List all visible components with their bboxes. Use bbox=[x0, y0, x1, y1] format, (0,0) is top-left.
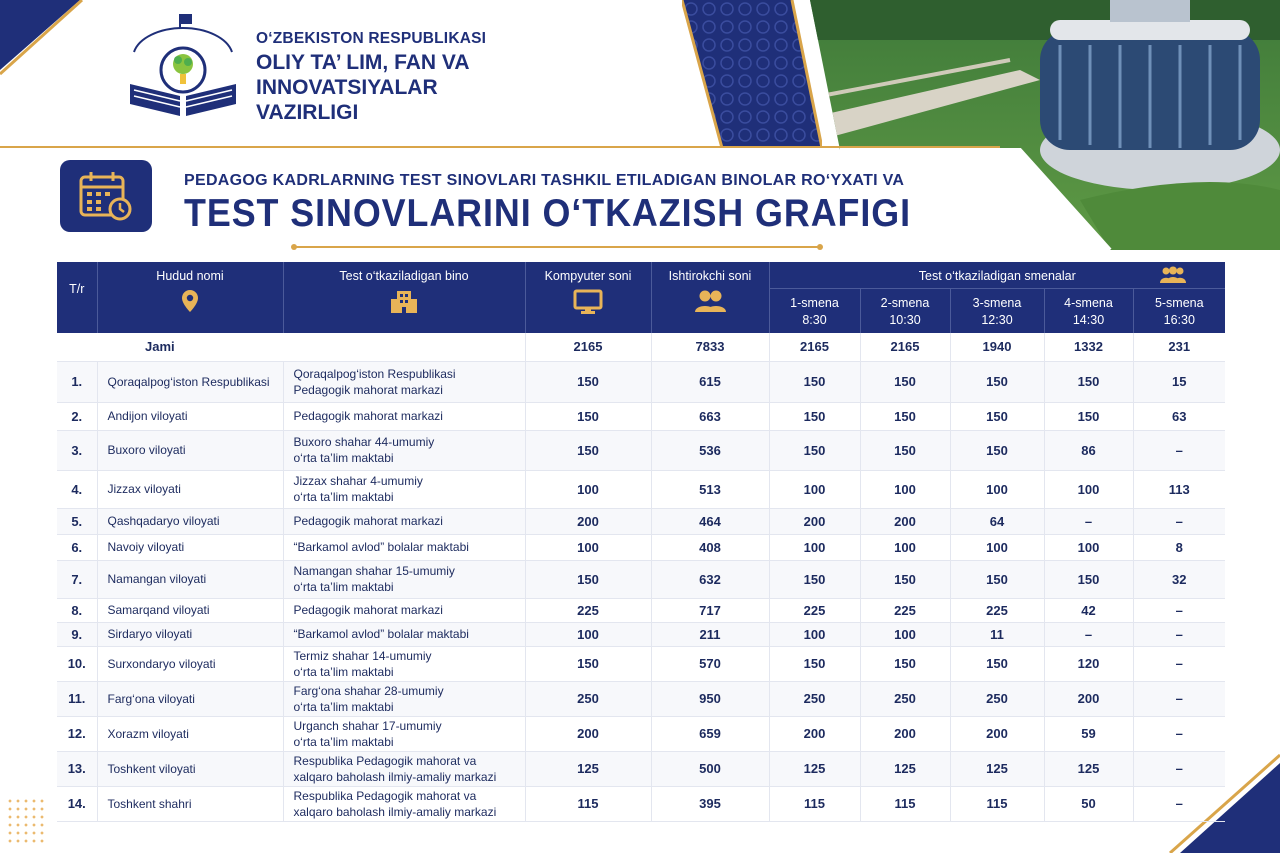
computers-count: 100 bbox=[525, 622, 651, 646]
shift-2-count: 150 bbox=[860, 402, 950, 430]
region-name: Sirdaryo viloyati bbox=[97, 622, 283, 646]
shift-2-count: 115 bbox=[860, 786, 950, 821]
building-name bbox=[283, 402, 525, 430]
participants-count: 408 bbox=[651, 534, 769, 560]
shift-2-count: 100 bbox=[860, 470, 950, 508]
shift-1-count: 100 bbox=[769, 534, 860, 560]
shift-5-count: 8 bbox=[1133, 534, 1225, 560]
shift-3-count: 250 bbox=[950, 681, 1044, 716]
row-index: 14. bbox=[57, 786, 97, 821]
shift-4-count: 150 bbox=[1044, 361, 1133, 402]
participants-count: 663 bbox=[651, 402, 769, 430]
table-row bbox=[57, 470, 1225, 508]
participants-count: 570 bbox=[651, 646, 769, 681]
header-building-label: Test o‘tkaziladigan bino bbox=[339, 269, 469, 283]
total-row bbox=[57, 333, 1225, 361]
header-region-label: Hudud nomi bbox=[156, 269, 224, 283]
group-icon bbox=[1159, 266, 1187, 284]
table-row bbox=[57, 508, 1225, 534]
building-name bbox=[283, 508, 525, 534]
participants-count: 464 bbox=[651, 508, 769, 534]
computers-count: 150 bbox=[525, 646, 651, 681]
row-index: 4. bbox=[57, 470, 97, 508]
table-row bbox=[57, 560, 1225, 598]
building-name bbox=[283, 598, 525, 622]
region-name: Samarqand viloyati bbox=[97, 598, 283, 622]
building-name-line: o‘rta ta’lim maktabi bbox=[293, 734, 394, 749]
shift-5-count: 32 bbox=[1133, 560, 1225, 598]
row-index: 7. bbox=[57, 560, 97, 598]
computers-count: 125 bbox=[525, 751, 651, 786]
shift-3-count: 64 bbox=[950, 508, 1044, 534]
table-body bbox=[57, 333, 1225, 821]
shift-3-count: 150 bbox=[950, 560, 1044, 598]
building-name bbox=[283, 534, 525, 560]
region-name: Xorazm viloyati bbox=[97, 716, 283, 751]
page-title: TEST SINOVLARINI O‘TKAZISH GRAFIGI bbox=[184, 192, 911, 235]
dots-decoration bbox=[6, 797, 46, 843]
shift-1-count: 250 bbox=[769, 681, 860, 716]
total-shift-5: 231 bbox=[1133, 333, 1225, 361]
header bbox=[0, 0, 1280, 148]
table-row bbox=[57, 430, 1225, 470]
shift-5-count: – bbox=[1133, 751, 1225, 786]
shift-5-count: – bbox=[1133, 646, 1225, 681]
computers-count: 100 bbox=[525, 470, 651, 508]
header-shifts-label: Test o‘tkaziladigan smenalar bbox=[918, 269, 1076, 283]
shift-1-count: 100 bbox=[769, 470, 860, 508]
building-icon bbox=[389, 289, 419, 315]
shift-2-count: 150 bbox=[860, 560, 950, 598]
shift-4-count: 150 bbox=[1044, 560, 1133, 598]
shift-3-count: 150 bbox=[950, 402, 1044, 430]
shift-3-count: 150 bbox=[950, 646, 1044, 681]
building-name-line: o‘rta ta’lim maktabi bbox=[293, 490, 394, 504]
calendar-badge bbox=[60, 160, 152, 232]
row-index: 11. bbox=[57, 681, 97, 716]
total-label: Jami bbox=[57, 333, 525, 361]
shift-1-count: 200 bbox=[769, 716, 860, 751]
table-row bbox=[57, 716, 1225, 751]
location-pin-icon bbox=[181, 289, 199, 313]
participants-count: 950 bbox=[651, 681, 769, 716]
title-underline bbox=[294, 246, 820, 248]
shift-3-count: 225 bbox=[950, 598, 1044, 622]
shift-5-count: 63 bbox=[1133, 402, 1225, 430]
region-name: Buxoro viloyati bbox=[97, 430, 283, 470]
building-name bbox=[283, 681, 525, 716]
shift-1-count: 100 bbox=[769, 622, 860, 646]
shift-name: 1-smena bbox=[790, 295, 839, 310]
shift-3-count: 11 bbox=[950, 622, 1044, 646]
building-name-line: o‘rta ta’lim maktabi bbox=[293, 580, 394, 594]
shift-4-count: 42 bbox=[1044, 598, 1133, 622]
calendar-icon bbox=[77, 169, 135, 223]
shift-4-count: 50 bbox=[1044, 786, 1133, 821]
shift-5-count: – bbox=[1133, 508, 1225, 534]
region-name: Toshkent viloyati bbox=[97, 751, 283, 786]
building-name bbox=[283, 361, 525, 402]
computers-count: 100 bbox=[525, 534, 651, 560]
building-name bbox=[283, 646, 525, 681]
shift-3-count: 100 bbox=[950, 534, 1044, 560]
header-computers bbox=[525, 262, 651, 333]
building-name-line: o‘rta ta’lim maktabi bbox=[293, 664, 394, 679]
shift-4-count: 86 bbox=[1044, 430, 1133, 470]
shift-4-count: 200 bbox=[1044, 681, 1133, 716]
computers-count: 150 bbox=[525, 430, 651, 470]
building-name-line: xalqaro baholash ilmiy-amaliy markazi bbox=[293, 804, 497, 819]
building-name-line: “Barkamol avlod” bolalar maktabi bbox=[293, 540, 469, 554]
shift-1-count: 115 bbox=[769, 786, 860, 821]
building-name bbox=[283, 470, 525, 508]
shift-5-count: – bbox=[1133, 681, 1225, 716]
building-name-line: Buxoro shahar 44-umumiy bbox=[293, 435, 435, 449]
shift-4-count: 59 bbox=[1044, 716, 1133, 751]
row-index: 12. bbox=[57, 716, 97, 751]
users-icon bbox=[693, 289, 727, 313]
shift-3-count: 150 bbox=[950, 361, 1044, 402]
table-row bbox=[57, 646, 1225, 681]
table-row bbox=[57, 402, 1225, 430]
shift-time: 16:30 bbox=[1163, 312, 1195, 327]
total-shift-1: 2165 bbox=[769, 333, 860, 361]
region-name: Qoraqalpog‘iston Respublikasi bbox=[97, 361, 283, 402]
shift-2-count: 150 bbox=[860, 430, 950, 470]
row-index: 5. bbox=[57, 508, 97, 534]
building-name-line: Respublika Pedagogik mahorat va bbox=[293, 788, 477, 803]
building-name-line: Termiz shahar 14-umumiy bbox=[293, 648, 432, 663]
shift-5-count: – bbox=[1133, 716, 1225, 751]
participants-count: 395 bbox=[651, 786, 769, 821]
building-name-line: Jizzax shahar 4-umumiy bbox=[293, 474, 423, 488]
building-name-line: o‘rta ta’lim maktabi bbox=[293, 451, 394, 465]
row-index: 6. bbox=[57, 534, 97, 560]
region-name: Qashqadaryo viloyati bbox=[97, 508, 283, 534]
header-computers-label: Kompyuter soni bbox=[544, 269, 632, 283]
row-index: 13. bbox=[57, 751, 97, 786]
shift-time: 10:30 bbox=[889, 312, 921, 327]
header-region bbox=[97, 262, 283, 333]
schedule-table-wrapper bbox=[57, 262, 1225, 822]
building-name-line: Qoraqalpog‘iston Respublikasi bbox=[293, 366, 456, 381]
total-shift-2: 2165 bbox=[860, 333, 950, 361]
header-shift-1 bbox=[769, 288, 860, 333]
table-row bbox=[57, 681, 1225, 716]
header-shift-4 bbox=[1044, 288, 1133, 333]
shift-4-count: – bbox=[1044, 622, 1133, 646]
participants-count: 513 bbox=[651, 470, 769, 508]
shift-4-count: 120 bbox=[1044, 646, 1133, 681]
building-name-line: Respublika Pedagogik mahorat va bbox=[293, 753, 477, 768]
row-index: 2. bbox=[57, 402, 97, 430]
shift-name: 4-smena bbox=[1064, 295, 1113, 310]
shift-3-count: 115 bbox=[950, 786, 1044, 821]
table-row bbox=[57, 622, 1225, 646]
shift-time: 12:30 bbox=[981, 312, 1013, 327]
building-name-line: Namangan shahar 15-umumiy bbox=[293, 564, 455, 578]
shift-5-count: 113 bbox=[1133, 470, 1225, 508]
computers-count: 150 bbox=[525, 361, 651, 402]
building-name bbox=[283, 786, 525, 821]
computers-count: 115 bbox=[525, 786, 651, 821]
shift-name: 5-smena bbox=[1154, 295, 1204, 310]
header-index: T/r bbox=[57, 262, 97, 333]
shift-name: 3-smena bbox=[972, 295, 1022, 310]
shift-3-count: 125 bbox=[950, 751, 1044, 786]
shift-3-count: 200 bbox=[950, 716, 1044, 751]
shift-1-count: 150 bbox=[769, 560, 860, 598]
row-index: 1. bbox=[57, 361, 97, 402]
header-divider bbox=[0, 146, 1000, 148]
header-participants bbox=[651, 262, 769, 333]
total-shift-3: 1940 bbox=[950, 333, 1044, 361]
table-header bbox=[57, 262, 1225, 333]
building-name-line: Farg‘ona shahar 28-umumiy bbox=[293, 683, 444, 698]
region-name: Surxondaryo viloyati bbox=[97, 646, 283, 681]
participants-count: 659 bbox=[651, 716, 769, 751]
shift-2-count: 250 bbox=[860, 681, 950, 716]
shift-5-count: – bbox=[1133, 598, 1225, 622]
shift-1-count: 225 bbox=[769, 598, 860, 622]
shift-2-count: 100 bbox=[860, 622, 950, 646]
shift-5-count: – bbox=[1133, 430, 1225, 470]
participants-count: 536 bbox=[651, 430, 769, 470]
building-name-line: xalqaro baholash ilmiy-amaliy markazi bbox=[293, 769, 497, 784]
shift-2-count: 225 bbox=[860, 598, 950, 622]
shift-name: 2-smena bbox=[880, 295, 930, 310]
header-building bbox=[283, 262, 525, 333]
shift-2-count: 200 bbox=[860, 508, 950, 534]
participants-count: 717 bbox=[651, 598, 769, 622]
header-shift-5 bbox=[1133, 288, 1225, 333]
shift-1-count: 200 bbox=[769, 508, 860, 534]
title-subtitle: PEDAGOG KADRLARNING TEST SINOVLARI TASHKIL ETILADIGAN BINOLAR RO‘YXATI VA bbox=[184, 172, 905, 189]
shift-time: 14:30 bbox=[1072, 312, 1105, 327]
ministry-line-3: INNOVATSIYALAR bbox=[256, 76, 438, 99]
shift-1-count: 150 bbox=[769, 646, 860, 681]
total-computers: 2165 bbox=[525, 333, 651, 361]
table-row bbox=[57, 598, 1225, 622]
shift-1-count: 150 bbox=[769, 361, 860, 402]
header-participants-label: Ishtirokchi soni bbox=[668, 269, 752, 283]
shift-4-count: 100 bbox=[1044, 470, 1133, 508]
shift-time: 8:30 bbox=[802, 312, 827, 327]
schedule-table bbox=[57, 262, 1225, 822]
header-shifts bbox=[769, 262, 1225, 288]
computers-count: 200 bbox=[525, 716, 651, 751]
row-index: 8. bbox=[57, 598, 97, 622]
ministry-line-2: OLIY TA’ LIM, FAN VA bbox=[256, 51, 470, 74]
row-index: 3. bbox=[57, 430, 97, 470]
building-name-line: Pedagogik mahorat markazi bbox=[293, 409, 443, 423]
building-name-line: “Barkamol avlod” bolalar maktabi bbox=[293, 627, 469, 641]
region-name: Andijon viloyati bbox=[97, 402, 283, 430]
ministry-name bbox=[256, 30, 486, 125]
region-name: Toshkent shahri bbox=[97, 786, 283, 821]
shift-1-count: 150 bbox=[769, 402, 860, 430]
shift-5-count: – bbox=[1133, 622, 1225, 646]
building-name-line: Pedagogik mahorat markazi bbox=[293, 603, 443, 617]
table-row bbox=[57, 361, 1225, 402]
header-shift-2 bbox=[860, 288, 950, 333]
participants-count: 500 bbox=[651, 751, 769, 786]
shift-4-count: 150 bbox=[1044, 402, 1133, 430]
shift-3-count: 100 bbox=[950, 470, 1044, 508]
total-shift-4: 1332 bbox=[1044, 333, 1133, 361]
shift-1-count: 150 bbox=[769, 430, 860, 470]
shift-4-count: 100 bbox=[1044, 534, 1133, 560]
building-name bbox=[283, 560, 525, 598]
computers-count: 150 bbox=[525, 560, 651, 598]
ministry-logo bbox=[124, 12, 242, 124]
computers-count: 250 bbox=[525, 681, 651, 716]
building-name-line: Pedagogik mahorat markazi bbox=[293, 382, 443, 397]
monitor-icon bbox=[573, 289, 603, 315]
shift-2-count: 150 bbox=[860, 646, 950, 681]
region-name: Jizzax viloyati bbox=[97, 470, 283, 508]
building-name-line: Pedagogik mahorat markazi bbox=[293, 514, 443, 528]
computers-count: 150 bbox=[525, 402, 651, 430]
shift-2-count: 100 bbox=[860, 534, 950, 560]
shift-3-count: 150 bbox=[950, 430, 1044, 470]
row-index: 9. bbox=[57, 622, 97, 646]
shift-5-count: 15 bbox=[1133, 361, 1225, 402]
region-name: Farg‘ona viloyati bbox=[97, 681, 283, 716]
shift-4-count: 125 bbox=[1044, 751, 1133, 786]
shift-4-count: – bbox=[1044, 508, 1133, 534]
total-participants: 7833 bbox=[651, 333, 769, 361]
shift-5-count: – bbox=[1133, 786, 1225, 821]
building-name-line: Urganch shahar 17-umumiy bbox=[293, 718, 442, 733]
row-index: 10. bbox=[57, 646, 97, 681]
table-row bbox=[57, 786, 1225, 821]
region-name: Navoiy viloyati bbox=[97, 534, 283, 560]
table-row bbox=[57, 534, 1225, 560]
shift-2-count: 150 bbox=[860, 361, 950, 402]
ministry-line-4: VAZIRLIGI bbox=[256, 101, 359, 124]
table-row bbox=[57, 751, 1225, 786]
building-name bbox=[283, 430, 525, 470]
computers-count: 200 bbox=[525, 508, 651, 534]
participants-count: 615 bbox=[651, 361, 769, 402]
shift-2-count: 200 bbox=[860, 716, 950, 751]
building-name bbox=[283, 622, 525, 646]
participants-count: 632 bbox=[651, 560, 769, 598]
shift-1-count: 125 bbox=[769, 751, 860, 786]
building-name bbox=[283, 716, 525, 751]
computers-count: 225 bbox=[525, 598, 651, 622]
building-name-line: o‘rta ta’lim maktabi bbox=[293, 699, 394, 714]
building-name bbox=[283, 751, 525, 786]
shift-2-count: 125 bbox=[860, 751, 950, 786]
region-name: Namangan viloyati bbox=[97, 560, 283, 598]
participants-count: 211 bbox=[651, 622, 769, 646]
ministry-line-1: O‘ZBEKISTON RESPUBLIKASI bbox=[256, 30, 487, 47]
header-shift-3 bbox=[950, 288, 1044, 333]
